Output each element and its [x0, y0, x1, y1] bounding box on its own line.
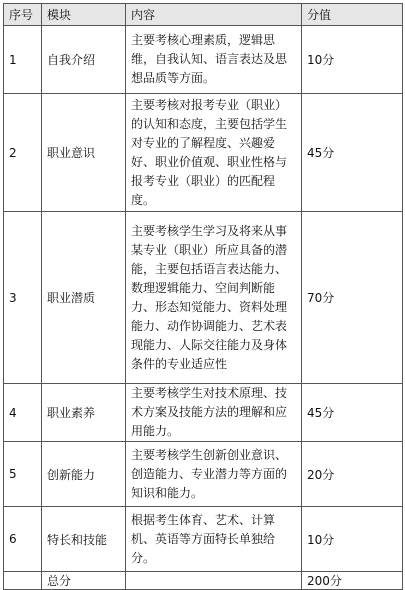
total-label: 总分: [42, 572, 126, 590]
row-no: 4: [4, 384, 42, 442]
table-row: [4, 384, 403, 442]
header-module: 模块: [42, 4, 126, 26]
row-content: 根据考生体育、艺术、计算机、英语等方面特长单独给分。: [126, 507, 302, 572]
row-content: 主要考核对报考专业（职业）的认知和态度，主要包括学生对专业的了解程度、兴趣爱好、职业价值观、职业性格与报考专业（职业）的匹配程度。: [126, 94, 302, 212]
row-content: 主要考核学生创新创业意识、创造能力、专业潜力等方面的知识和能力。: [126, 442, 302, 507]
table-row: [4, 26, 403, 94]
row-no: 1: [4, 26, 42, 94]
row-module: 职业素养: [42, 384, 126, 442]
table-header-row: [4, 4, 403, 26]
score-table: [3, 3, 403, 590]
row-no: 2: [4, 94, 42, 212]
table-row: [4, 212, 403, 384]
row-module: 职业潜质: [42, 212, 126, 384]
total-score: 200分: [302, 572, 403, 590]
total-no-cell: [4, 572, 42, 590]
row-module: 自我介绍: [42, 26, 126, 94]
table-row: [4, 507, 403, 572]
table-row: [4, 94, 403, 212]
row-score: 70分: [302, 212, 403, 384]
row-module: 创新能力: [42, 442, 126, 507]
row-score: 10分: [302, 507, 403, 572]
header-no: 序号: [4, 4, 42, 26]
row-score: 45分: [302, 384, 403, 442]
header-content: 内容: [126, 4, 302, 26]
row-module: 职业意识: [42, 94, 126, 212]
row-score: 10分: [302, 26, 403, 94]
row-content: 主要考核心理素质，逻辑思维，自我认知、语言表达及思想品质等方面。: [126, 26, 302, 94]
table-row: [4, 442, 403, 507]
row-no: 6: [4, 507, 42, 572]
row-content: 主要考核学生学习及将来从事某专业（职业）所应具备的潜能，主要包括语言表达能力、数理逻辑能力、空间判断能力、形态知觉能力、资料处理能力、动作协调能力、艺术表现能力、人际交往能力及身体条件的专业适应性: [126, 212, 302, 384]
row-no: 5: [4, 442, 42, 507]
header-score: 分值: [302, 4, 403, 26]
row-content: 主要考核学生对技术原理、技术方案及技能方法的理解和应用能力。: [126, 384, 302, 442]
total-row: [4, 572, 403, 590]
row-score: 20分: [302, 442, 403, 507]
total-content-cell: [126, 572, 302, 590]
row-score: 45分: [302, 94, 403, 212]
row-no: 3: [4, 212, 42, 384]
row-module: 特长和技能: [42, 507, 126, 572]
